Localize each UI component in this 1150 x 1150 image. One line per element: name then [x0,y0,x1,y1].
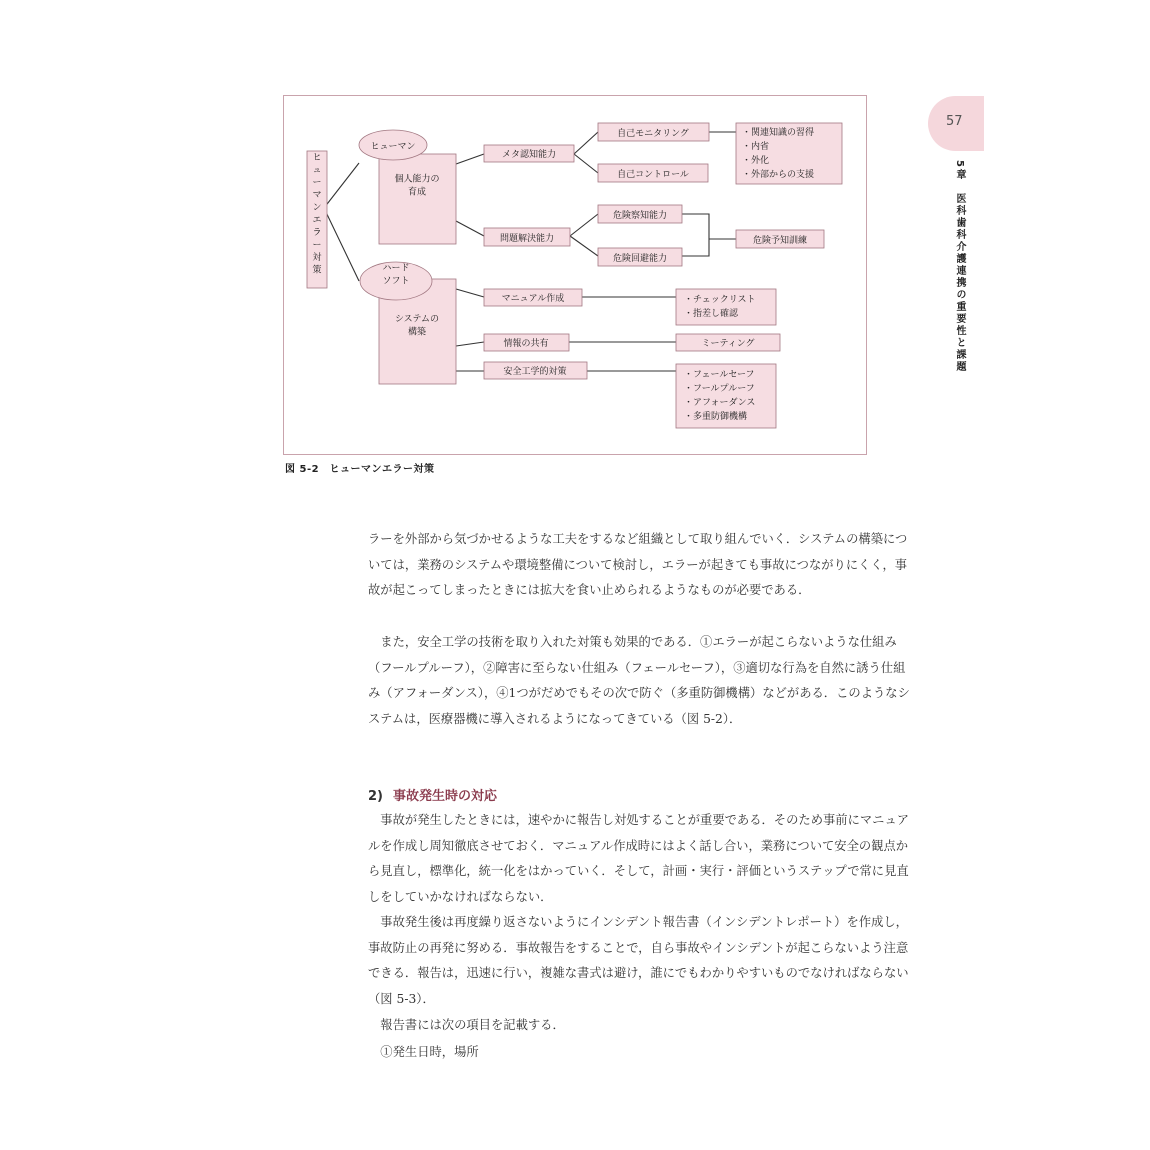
figure-caption: 図 5-2 ヒューマンエラー対策 [285,464,435,475]
root-label-char: マ [312,190,322,201]
body-paragraph-2: また，安全工学の技術を取り入れた対策も効果的である．①エラーが起こらないような仕組み（フールプルーフ），②障害に至らない仕組み（フェールセーフ），③適切な行為を自然に誘う仕組み（アフォーダンス），④1つがだめでもその次で防ぐ（多重防御機構）などがある．このようなシステムは，医療器機に導入されるようになってきている（図 5-2）． [368,635,910,726]
diagram-text-line: ・フールプルーフ [684,384,755,394]
body-paragraph-4: 事故発生後は再度繰り返さないようにインシデント報告書（インシデントレポート）を作成し，事故防止の再発に努める．事故報告をすることで，自ら事故やインシデントが起こらないよう注意できる．報告は，迅速に行い，複雑な書式は避け，誰にでもわかりやすいものでなければならない（図 5-3）． [368,915,909,1006]
diagram-text-line: ・外化 [742,156,770,166]
diagram-text-line: ・内省 [742,142,770,152]
root-label-char: 策 [312,265,322,276]
diagram-text-line: ・チェックリスト [684,295,756,305]
root-label-char: エ [312,215,322,226]
root-label-char: ヒ [312,153,322,163]
diagram-text-line: 危険回避能力 [612,254,668,264]
individual-ability-box [379,154,456,244]
diagram-text-line: 構築 [407,327,427,338]
diagram-text-line: ・指差し確認 [684,309,739,319]
diagram-text-line: 危険察知能力 [612,211,668,221]
page-number: 57 [946,114,963,129]
diagram-text-line: 育成 [407,187,427,198]
problem-solving-label [500,232,554,244]
diagram-text-line: マニュアル作成 [501,294,565,304]
risk-avoid-label [613,252,667,264]
diagram-text-line: 自己モニタリング [617,129,689,139]
human-tag-label [370,142,415,152]
diagram-text-line: 自己コントロール [617,170,689,180]
self-control-label [617,168,689,180]
diagram-text-line: ・フェールセーフ [684,370,755,380]
diagram-text-line: ハード [382,263,410,274]
diagram-text-line: ・関連知識の習得 [742,128,815,138]
info-share-label [503,337,548,349]
diagram-text-line: ・アフォーダンス [684,398,756,408]
diagram-text-line: ミーティング [701,339,755,349]
root-label-char: ラ [312,228,322,238]
self-monitoring-label [617,127,689,139]
section-title: 事故発生時の対応 [393,789,498,804]
root-label-char: ュ [312,165,322,176]
diagram-text-line: 情報の共有 [503,339,549,349]
meeting-label [701,338,754,349]
diagram-text-line: システムの [394,314,440,325]
body-paragraph-3: 事故が発生したときには，速やかに報告し対処することが重要である．そのため事前にマニュアルを作成し周知徹底させておく．マニュアル作成時にはよく話し合い，業務について安全の観点から見直し，標準化，統一化をはかっていく．そして，計画・実行・評価というステップで常に見直しをしていかなければならない． [368,813,910,904]
safety-eng-label [503,365,566,377]
diagram-text-line: ・多重防御機構 [684,412,748,422]
kyt-label [753,234,807,246]
figure-frame [283,95,867,455]
section-heading [368,785,497,804]
diagram-text-line: 問題解決能力 [499,234,555,244]
diagram-text-line: 危険予知訓練 [752,236,808,246]
body-paragraph-1: ラーを外部から気づかせるような工夫をするなど組織として取り組んでいく．システムの構築については，業務のシステムや環境整備について検討し，エラーが起きても事故につながりにくく，事故が起こってしまったときには拡大を食い止められるようなものが必要である． [368,532,908,597]
body-paragraph-5: 報告書には次の項目を記載する． [368,1018,565,1032]
root-label-char: ン [312,203,322,213]
section-number: 2) [368,789,383,804]
manual-label [502,292,565,304]
diagram-text-line: ・外部からの支援 [742,170,815,180]
root-label-char: 対 [312,253,322,263]
diagram-text-line: ヒューマン [370,142,416,152]
meta-cognition-label [502,148,556,160]
root-label-char: ー [312,178,322,188]
diagram-text-line: 安全工学的対策 [503,367,567,377]
diagram-text-line: ソフト [382,276,410,287]
diagram-text-line: メタ認知能力 [501,150,557,160]
risk-detect-label [613,209,667,221]
human-error-diagram [284,96,866,454]
chapter-title: 5章 医科歯科介護連携の重要性と課題 [954,160,965,373]
body-paragraph-6: ①発生日時，場所 [368,1045,479,1059]
diagram-text-line: 個人能力の [394,174,440,185]
root-label-char: ー [312,240,322,251]
